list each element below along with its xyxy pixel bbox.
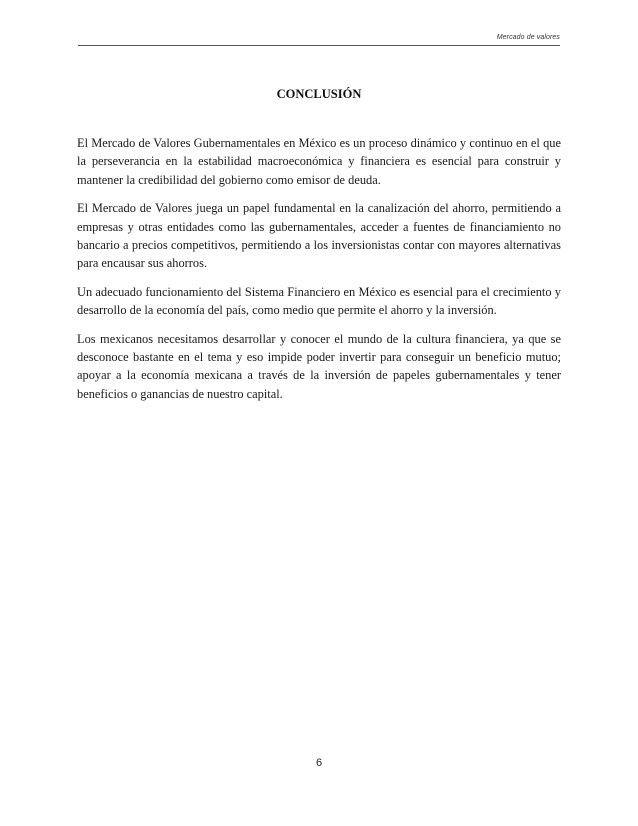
paragraph-3: Un adecuado funcionamiento del Sistema Financiero en México es esencial para el crecimiento y desarrollo de la economía del país, como medio que permite el ahorro y la inversión. — [77, 284, 561, 318]
body-text — [77, 134, 561, 413]
page-title: CONCLUSIÓN — [276, 87, 362, 101]
page-number: 6 — [315, 757, 323, 769]
paragraph-2: El Mercado de Valores juega un papel fundamental en la canalización del ahorro, permitiendo a empresas y otras entidades como las gubernamentales, acceder a fuentes de financiamiento no bancario a precios competitivos, permitiendo a los inversionistas contar con mayores alternativas para encausar sus ahorros. — [77, 201, 561, 271]
header-rule — [78, 45, 560, 46]
running-header: Mercado de valores — [496, 34, 560, 41]
paragraph-1: El Mercado de Valores Gubernamentales en México es un proceso dinámico y continuo en el que la perseverancia en la estabilidad macroeconómica y financiera es esencial para construir y mantener la credibilidad del gobierno como emisor de deuda. — [77, 136, 561, 187]
paragraph-4: Los mexicanos necesitamos desarrollar y conocer el mundo de la cultura financiera, ya que se desconoce bastante en el tema y eso impide poder invertir para conseguir un beneficio mutuo; apoyar a la economía mexicana a través de la inversión de papeles gubernamentales y tener beneficios o ganancias de nuestro capital. — [77, 331, 561, 401]
